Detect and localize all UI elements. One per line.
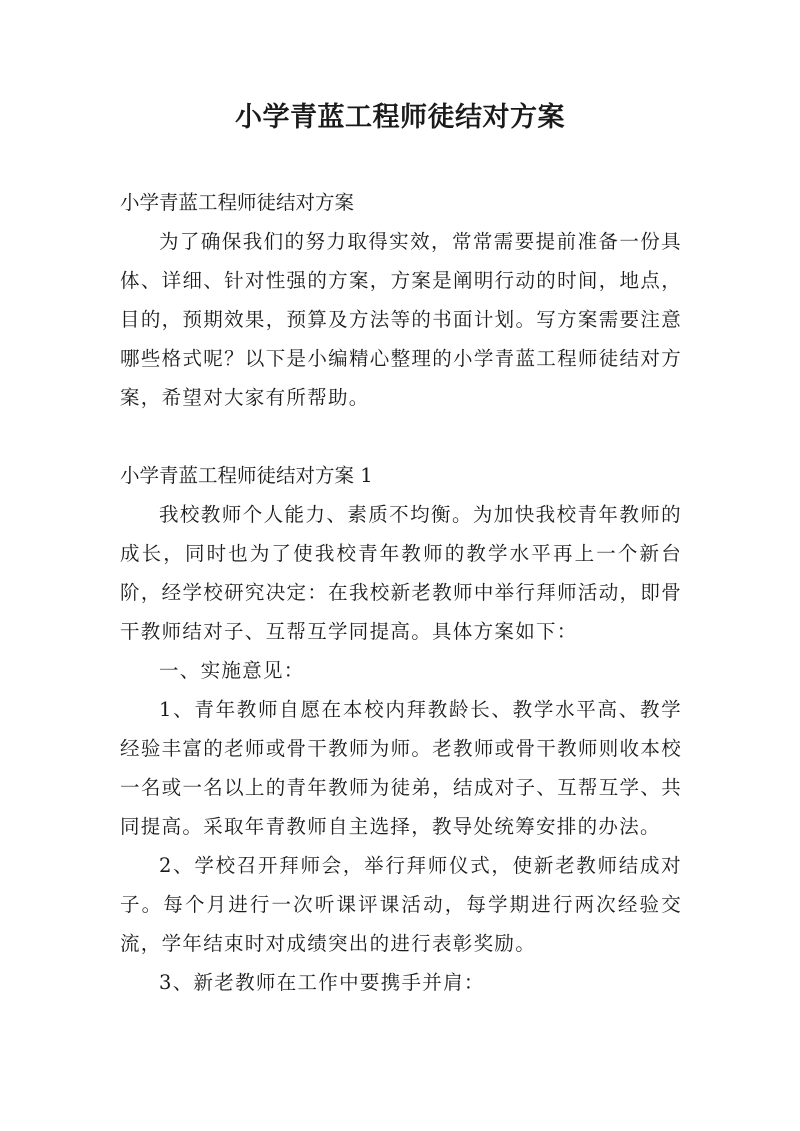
implementation-item-1: 1、青年教师自愿在本校内拜教龄长、教学水平高、教学经验丰富的老师或骨干教师为师。老教师或骨干教师则收本校一名或一名以上的青年教师为徒弟，结成对子、互帮互学、共同提高。采取年青教师自主选择，教导处统筹安排的办法。 [120,698,682,838]
intro-heading: 小学青蓝工程师徒结对方案 [120,191,355,214]
intro-paragraph: 为了确保我们的努力取得实效，常常需要提前准备一份具体、详细、针对性强的方案，方案是阐明行动的时间，地点，目的，预期效果，预算及方法等的书面计划。写方案需要注意哪些格式呢？以下是小编精心整理的小学青蓝工程师徒结对方案，希望对大家有所帮助。 [120,230,682,409]
implementation-item-2: 2、学校召开拜师会，举行拜师仪式，使新老教师结成对子。每个月进行一次听课评课活动，每学期进行两次经验交流，学年结束时对成绩突出的进行表彰奖励。 [120,854,682,955]
document-body [120,184,682,1002]
document-title: 小学青蓝工程师徒结对方案 [235,102,565,133]
section-spacer [120,417,682,457]
section1-paragraph: 我校教师个人能力、素质不均衡。为加快我校青年教师的成长，同时也为了使我校青年教师的教学水平再上一个新台阶，经学校研究决定：在我校新老教师中举行拜师活动，即骨干教师结对子、互帮互学同提高。具体方案如下： [120,503,682,643]
implementation-heading: 一、实施意见： [159,659,305,682]
implementation-item-3: 3、新老教师在工作中要携手并肩： [159,971,485,994]
section1-heading: 小学青蓝工程师徒结对方案 1 [120,464,373,487]
